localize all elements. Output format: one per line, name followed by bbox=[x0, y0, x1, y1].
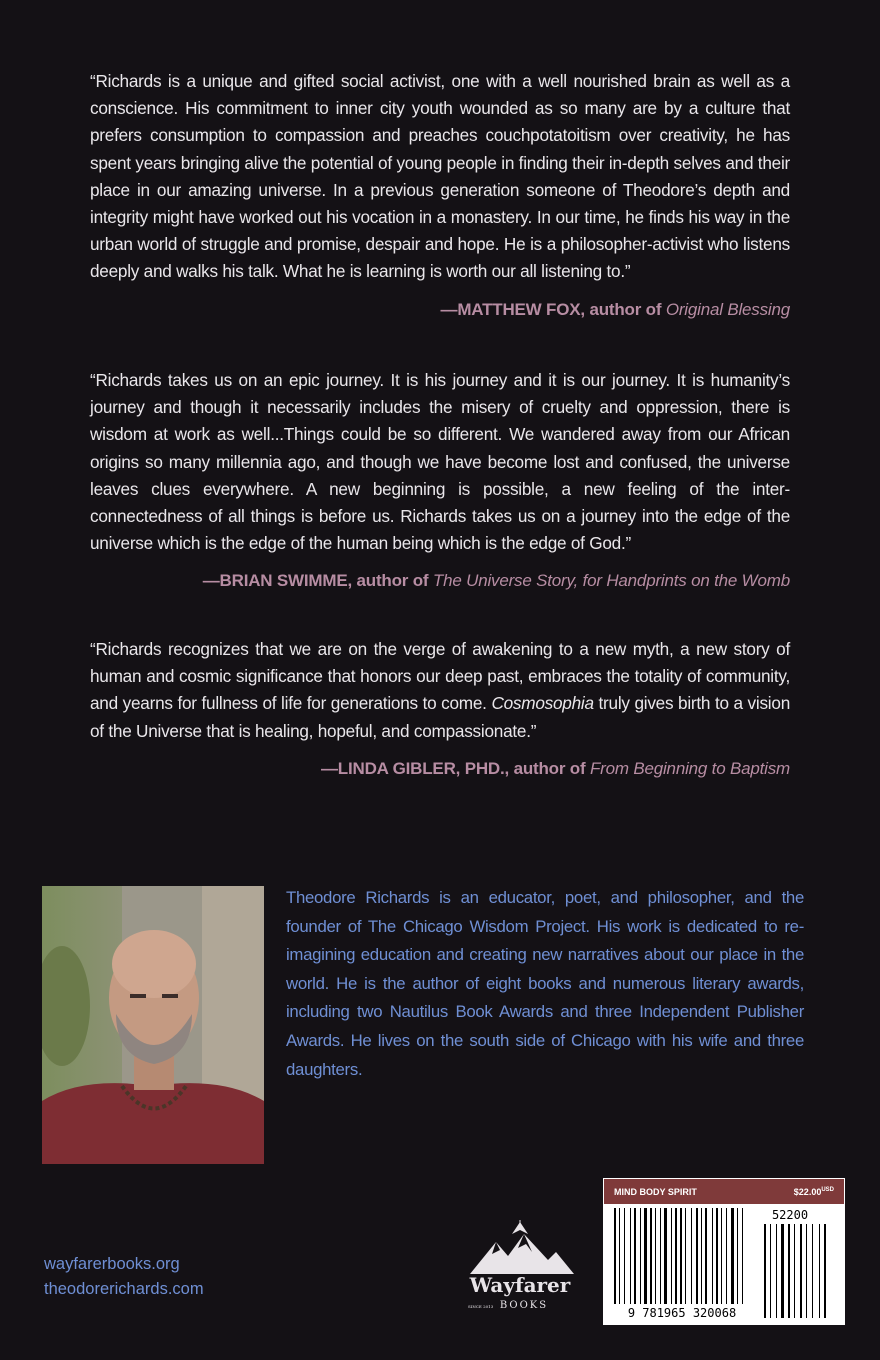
quote-3-dash: — bbox=[320, 758, 338, 778]
barcode-bar bbox=[742, 1208, 743, 1304]
barcode-bar bbox=[721, 1208, 722, 1304]
quote-1-author: MATTHEW FOX, bbox=[457, 299, 585, 319]
quote-3-attribution bbox=[90, 759, 790, 779]
author-link[interactable]: theodorerichards.com bbox=[44, 1280, 204, 1298]
barcode-addon-bar bbox=[812, 1224, 813, 1318]
quote-1-book: Original Blessing bbox=[665, 299, 790, 319]
quote-1 bbox=[90, 68, 790, 320]
barcode-bar bbox=[644, 1208, 647, 1304]
quote-3-author: LINDA GIBLER, PHD., bbox=[337, 758, 510, 778]
quote-1-dash: — bbox=[440, 299, 458, 319]
quote-3 bbox=[90, 636, 790, 779]
quote-3-book-title: Cosmosophia bbox=[491, 693, 594, 714]
barcode-addon-bar bbox=[806, 1224, 807, 1318]
quote-3-text-after: truly gives birth to a vision of the Universe that is healing, hopeful, and compassionate.” bbox=[90, 693, 790, 741]
author-bio: Theodore Richards is an educator, poet, and philosopher, and the founder of The Chicago Wisdom Project. His work is dedicated to re-imagining education and creating new narratives about our place in the world. He is the author of eight books and numerous literary awards, including two Nautilus Book Awards and three Independent Publisher Awards. He lives on the south side of Chicago with his wife and three daughters. bbox=[286, 888, 804, 1079]
barcode-addon: 52200 bbox=[771, 1208, 809, 1222]
quote-3-book: From Beginning to Baptism bbox=[589, 758, 790, 778]
barcode-bar bbox=[671, 1208, 672, 1304]
publisher-logo bbox=[452, 1220, 588, 1320]
quote-1-attribution bbox=[90, 300, 790, 320]
barcode-bar bbox=[614, 1208, 616, 1304]
barcode-bar bbox=[624, 1208, 625, 1304]
logo-wordmark: Wayfarer bbox=[469, 1273, 571, 1297]
barcode-bar bbox=[675, 1208, 677, 1304]
quote-3-text bbox=[90, 636, 790, 745]
quote-2-author: BRIAN SWIMME, bbox=[219, 571, 352, 591]
barcode-bar bbox=[685, 1208, 686, 1304]
barcode-bar bbox=[691, 1208, 692, 1304]
quote-2 bbox=[90, 367, 790, 591]
barcode-bar bbox=[619, 1208, 620, 1304]
barcode-bar bbox=[716, 1208, 718, 1304]
barcode-addon-bar bbox=[800, 1224, 802, 1318]
logo-books: BOOKS bbox=[499, 1300, 549, 1311]
barcode-currency: USD bbox=[821, 1186, 834, 1193]
quote-1-author-of: author of bbox=[584, 299, 666, 319]
barcode-bar bbox=[731, 1208, 734, 1304]
barcode-addon-bar bbox=[788, 1224, 790, 1318]
barcode-bar bbox=[630, 1208, 631, 1304]
barcode-bar bbox=[696, 1208, 698, 1304]
author-photo bbox=[42, 886, 264, 1164]
barcode-addon-bar bbox=[764, 1224, 766, 1318]
barcode-isbn-digits: 9 781965 320068 bbox=[627, 1306, 737, 1320]
barcode-bar bbox=[705, 1208, 707, 1304]
quote-3-author-of: author of bbox=[509, 758, 590, 778]
barcode-addon-bar bbox=[781, 1224, 784, 1318]
barcode-bar bbox=[680, 1208, 682, 1304]
isbn-barcode bbox=[603, 1178, 845, 1325]
barcode-bar bbox=[640, 1208, 641, 1304]
barcode-bar bbox=[712, 1208, 713, 1304]
barcode-bar bbox=[737, 1208, 738, 1304]
barcode-bar bbox=[655, 1208, 656, 1304]
barcode-header bbox=[604, 1179, 844, 1204]
website-links bbox=[44, 1252, 204, 1302]
barcode-bar bbox=[634, 1208, 636, 1304]
barcode-price-wrap bbox=[794, 1187, 834, 1197]
barcode-category: MIND BODY SPIRIT bbox=[614, 1186, 697, 1197]
barcode-addon-bar bbox=[819, 1224, 820, 1318]
quote-2-attribution bbox=[90, 571, 790, 591]
quote-1-text: “Richards is a unique and gifted social activist, one with a well nourished brain as well as a conscience. His commitment to inner city youth wounded as so many are by a culture that prefers consumption to compassion and preaches couchpotatoitism over creativity, he has spent years bringing alive the potential of young people in finding their in-depth selves and their place in our amazing universe. In a previous generation someone of Theodore’s depth and integrity might have worked out his vocation in a monastery. In our time, he finds his way in the urban world of struggle and promise, despair and hope. He is a philosopher-activist who listens deeply and walks his talk. What he is learning is worth our all listening to.” bbox=[90, 71, 790, 282]
barcode-addon-bar bbox=[824, 1224, 826, 1318]
barcode-bar bbox=[664, 1208, 667, 1304]
barcode-addon-bar bbox=[770, 1224, 771, 1318]
barcode-price: $22.00 bbox=[793, 1186, 822, 1197]
quote-2-text: “Richards takes us on an epic journey. It is his journey and it is our journey. It is humanity’s journey and though it necessarily includes the misery of cruelty and oppression, there is wisdom at work as well...Things could be so different. We wandered away from our African origins so many millennia ago, and though we have become lost and confused, the universe leaves clues everywhere. A new beginning is possible, a new feeling of the inter-connectedness of all things is before us. Richards takes us on a journey into the edge of the universe which is the edge of the human being which is the edge of God.” bbox=[90, 370, 790, 554]
barcode-bar bbox=[701, 1208, 702, 1304]
quote-2-author-of: author of bbox=[352, 571, 433, 591]
barcode-bar bbox=[726, 1208, 727, 1304]
barcode-addon-bar bbox=[776, 1224, 777, 1318]
barcode-addon-bar bbox=[794, 1224, 795, 1318]
barcode-icon bbox=[604, 1204, 844, 1324]
mountain-logo-icon bbox=[452, 1220, 588, 1320]
logo-since: SINCE 2013 bbox=[468, 1304, 494, 1309]
quote-2-dash: — bbox=[202, 571, 220, 591]
quote-2-book: The Universe Story, for Handprints on the Womb bbox=[432, 571, 790, 591]
publisher-link[interactable]: wayfarerbooks.org bbox=[44, 1255, 180, 1273]
barcode-bar bbox=[660, 1208, 661, 1304]
quote-3-text-before: “Richards recognizes that we are on the verge of awakening to a new myth, a new story of human and cosmic significance that honors our deep past, embraces the totality of community, and yearns for fullness of life for generations to come. bbox=[90, 639, 790, 714]
barcode-bar bbox=[650, 1208, 652, 1304]
